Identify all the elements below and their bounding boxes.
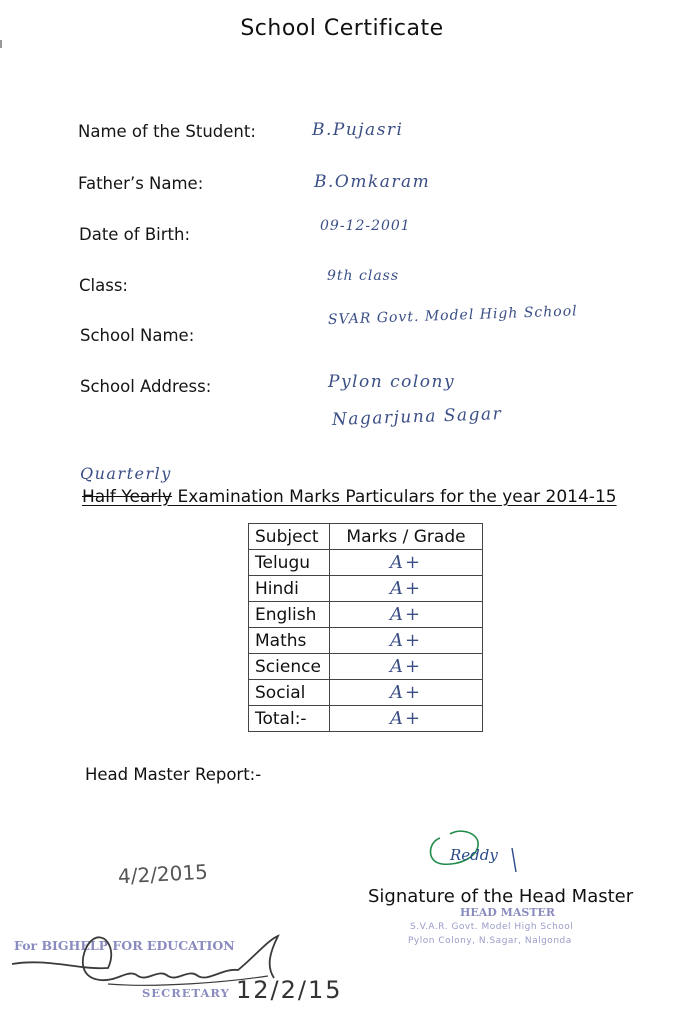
subject-cell: Science bbox=[249, 654, 330, 680]
field-label-school-name: School Name: bbox=[80, 326, 195, 345]
grade-cell: A+ bbox=[330, 576, 483, 602]
field-value-address-line2: Nagarjuna Sagar bbox=[331, 404, 503, 430]
stamp-org-title: For BIGHELP FOR EDUCATION bbox=[14, 938, 235, 953]
field-value-class: 9th class bbox=[327, 268, 400, 284]
field-value-address-line1: Pylon colony bbox=[328, 372, 456, 392]
field-value-school-name: SVAR Govt. Model High School bbox=[327, 303, 578, 328]
table-row bbox=[249, 628, 483, 654]
exam-heading bbox=[82, 487, 617, 507]
stamp-head-master-title: HEAD MASTER bbox=[460, 906, 556, 919]
grade-cell: A+ bbox=[330, 654, 483, 680]
scan-mark bbox=[0, 40, 2, 48]
exam-heading-text: Examination Marks Particulars for the year 2014-15 bbox=[172, 487, 617, 507]
table-row bbox=[249, 654, 483, 680]
signature-label: Signature of the Head Master bbox=[368, 886, 634, 907]
subject-cell: English bbox=[249, 602, 330, 628]
head-master-signature bbox=[420, 826, 530, 882]
field-label-student-name: Name of the Student: bbox=[78, 122, 256, 141]
field-label-class: Class: bbox=[79, 276, 128, 295]
handwritten-date-left: 4/2/2015 bbox=[117, 859, 209, 889]
table-row bbox=[249, 680, 483, 706]
grade-cell: A+ bbox=[330, 602, 483, 628]
subject-cell: Social bbox=[249, 680, 330, 706]
field-value-dob: 09-12-2001 bbox=[320, 218, 411, 234]
table-row bbox=[249, 576, 483, 602]
field-value-father-name: B.Omkaram bbox=[314, 172, 431, 192]
column-header-grade: Marks / Grade bbox=[330, 524, 483, 550]
grade-cell: A+ bbox=[330, 706, 483, 732]
subject-cell: Maths bbox=[249, 628, 330, 654]
field-label-school-address: School Address: bbox=[80, 377, 212, 396]
table-row bbox=[249, 706, 483, 732]
exam-correction-handwritten: Quarterly bbox=[80, 464, 172, 483]
marks-table-header bbox=[249, 524, 483, 550]
secretary-date: 12/2/15 bbox=[236, 976, 343, 1004]
grade-cell: A+ bbox=[330, 680, 483, 706]
page-title: School Certificate bbox=[240, 16, 444, 41]
grade-cell: A+ bbox=[330, 550, 483, 576]
signature-tail bbox=[512, 848, 516, 872]
signature-text: Reddy bbox=[450, 846, 498, 864]
stamp-head-master-line2: Pylon Colony, N.Sagar, Nalgonda bbox=[408, 936, 572, 946]
subject-cell: Total:- bbox=[249, 706, 330, 732]
field-label-father-name: Father’s Name: bbox=[78, 174, 204, 193]
stamp-head-master-line1: S.V.A.R. Govt. Model High School bbox=[410, 922, 574, 932]
head-master-report-label: Head Master Report:- bbox=[85, 765, 262, 784]
table-row bbox=[249, 550, 483, 576]
field-value-student-name: B.Pujasri bbox=[312, 120, 404, 140]
subject-cell: Hindi bbox=[249, 576, 330, 602]
exam-heading-struck: Half Yearly bbox=[82, 487, 173, 507]
table-row bbox=[249, 602, 483, 628]
grade-cell: A+ bbox=[330, 628, 483, 654]
signature-stroke bbox=[12, 936, 278, 980]
column-header-subject: Subject bbox=[249, 524, 330, 550]
field-label-dob: Date of Birth: bbox=[79, 225, 191, 244]
stamp-org-secretary: SECRETARY bbox=[142, 986, 230, 1000]
marks-table bbox=[248, 523, 483, 732]
subject-cell: Telugu bbox=[249, 550, 330, 576]
